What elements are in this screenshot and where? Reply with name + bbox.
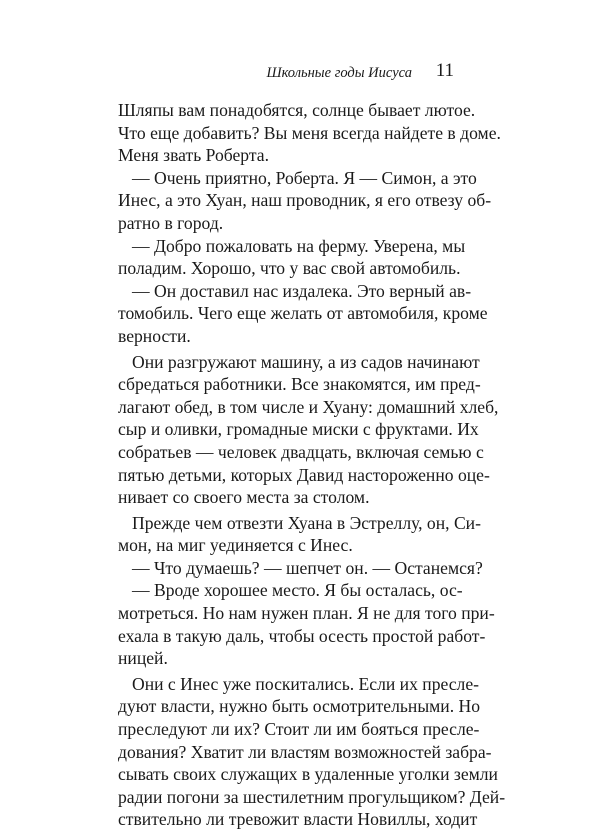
- text-line: Они с Инес уже поскитались. Если их пресле-: [132, 673, 480, 694]
- text-line: Меня звать Роберта.: [118, 145, 269, 166]
- text-line: поладим. Хорошо, что у вас свой автомобиль.: [118, 258, 461, 279]
- text-line: сбредаться работники. Все знакомятся, им пред-: [118, 374, 481, 395]
- text-line: томобиль. Чего еще желать от автомобиля, кроме: [118, 303, 488, 324]
- text-line: пятью детьми, которых Давид настороженно оце-: [118, 464, 490, 485]
- text-line: ратно в город.: [118, 212, 224, 233]
- text-line: мон, на миг уединяется с Инес.: [118, 535, 353, 556]
- text-line: — Очень приятно, Роберта. Я — Симон, а это: [132, 167, 477, 188]
- text-line: мотреться. Но нам нужен план. Я не для того при-: [118, 603, 495, 624]
- text-line: — Добро пожаловать на ферму. Уверена, мы: [132, 235, 466, 256]
- text-line: — Он доставил нас издалека. Это верный ав-: [132, 280, 472, 301]
- text-line: дуют власти, нужно быть осмотрительными. Но: [118, 696, 480, 717]
- text-line: ехала в такую даль, чтобы осесть простой работ-: [118, 625, 486, 646]
- text-line: — Что думаешь? — шепчет он. — Останемся?: [132, 557, 483, 578]
- text-line: Прежде чем отвезти Хуана в Эстреллу, он, Си-: [132, 512, 481, 533]
- text-line: радии погони за шестилетним прогульщиком? Дей-: [118, 786, 506, 807]
- text-line: ствительно ли тревожит власти Новиллы, ходит: [118, 809, 478, 830]
- text-line: собратьев — человек двадцать, включая семью с: [118, 441, 484, 462]
- text-line: — Вроде хорошее место. Я бы осталась, ос-: [132, 580, 463, 601]
- text-line: лагают обед, в том числе и Хуану: домашний хлеб,: [118, 396, 499, 417]
- text-line: Инес, а это Хуан, наш проводник, я его отвезу об-: [118, 190, 492, 211]
- text-line: сыр и оливки, громадные миски с фруктами. Их: [118, 419, 479, 440]
- page-number: 11: [435, 60, 454, 81]
- text-line: дования? Хватит ли властям возможностей забра-: [118, 741, 492, 762]
- text-line: нивает со своего места за столом.: [118, 487, 370, 508]
- text-line: Шляпы вам понадобятся, солнце бывает лютое.: [118, 100, 476, 120]
- body-text: [118, 99, 506, 831]
- text-line: Что еще добавить? Вы меня всегда найдете в доме.: [118, 122, 501, 143]
- text-line: Они разгружают машину, а из садов начинают: [132, 351, 480, 372]
- text-line: верности.: [118, 325, 191, 346]
- running-title: Школьные годы Иисуса: [266, 65, 412, 81]
- text-line: преследуют ли их? Стоит ли им бояться пресле-: [118, 719, 480, 740]
- text-line: ницей.: [118, 648, 168, 669]
- text-line: сывать своих служащих в удаленные уголки земли: [118, 764, 498, 785]
- running-head: [118, 60, 454, 84]
